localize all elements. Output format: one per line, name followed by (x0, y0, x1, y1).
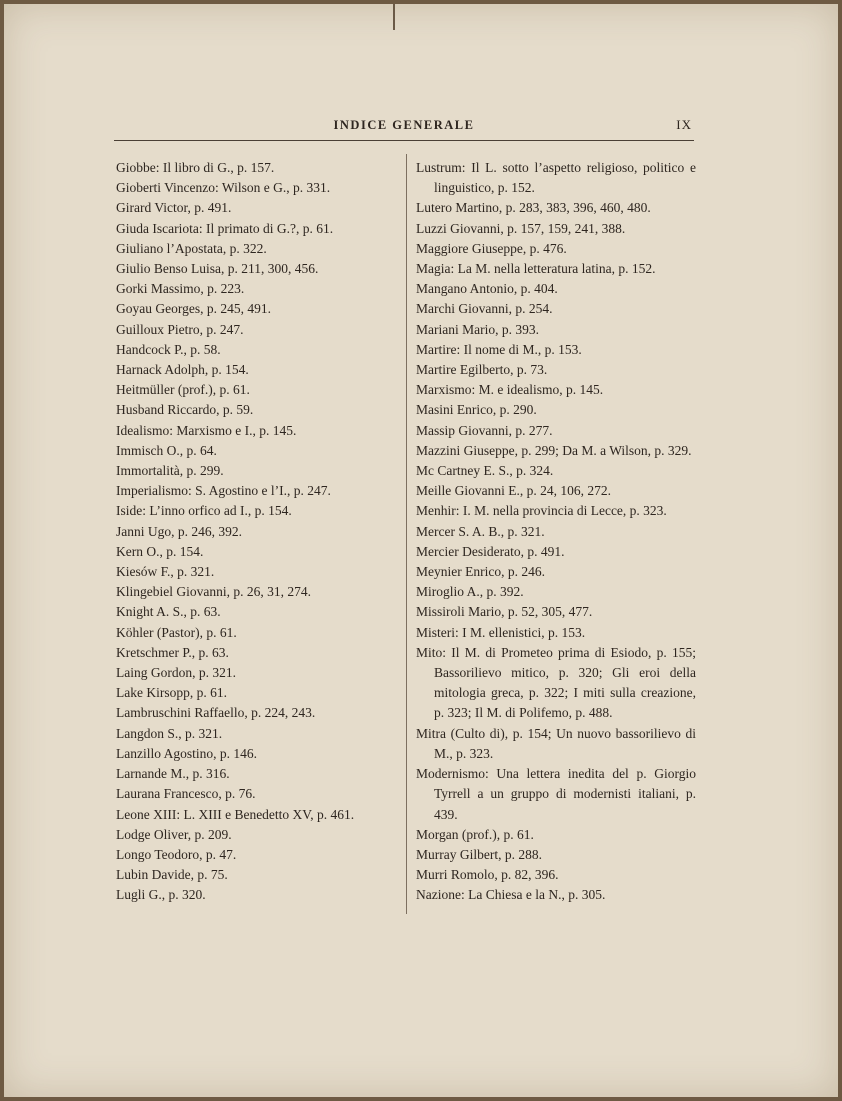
index-entry: Murri Romolo, p. 82, 396. (416, 867, 559, 883)
index-column-left (116, 158, 398, 906)
index-entry: Missiroli Mario, p. 52, 305, 477. (416, 604, 593, 620)
index-entry: Goyau Georges, p. 245, 491. (116, 301, 271, 317)
index-entry: Laurana Francesco, p. 76. (116, 786, 256, 802)
index-entry: Mariani Mario, p. 393. (416, 321, 539, 337)
index-entry: Mercer S. A. B., p. 321. (416, 523, 545, 539)
index-entry: Immortalità, p. 299. (116, 463, 224, 479)
index-column-right (416, 158, 696, 906)
index-entry: Knight A. S., p. 63. (116, 604, 221, 620)
index-entry: Mitra (Culto di), p. 154; Un nuovo bassorilievo di M., p. 323. (416, 725, 696, 761)
index-entry: Harnack Adolph, p. 154. (116, 362, 249, 378)
index-entry: Morgan (prof.), p. 61. (416, 826, 534, 842)
index-entry: Martire: Il nome di M., p. 153. (416, 341, 582, 357)
page-number: IX (676, 117, 692, 132)
index-entry: Laing Gordon, p. 321. (116, 665, 236, 681)
index-entry: Mazzini Giuseppe, p. 299; Da M. a Wilson, p. 329. (416, 442, 692, 458)
index-entry: Longo Teodoro, p. 47. (116, 846, 237, 862)
index-entry: Lake Kirsopp, p. 61. (116, 685, 227, 701)
index-entry: Handcock P., p. 58. (116, 341, 221, 357)
index-entry: Idealismo: Marxismo e I., p. 145. (116, 422, 297, 438)
index-entry: Mito: Il M. di Prometeo prima di Esiodo, p. 155; Bassorilievo mitico, p. 320; Gli eroi della mitologia greca, p. 322; I miti sulla creazione, p. 323; Il M. di Polifemo, p. 488. (416, 644, 696, 721)
book-page (4, 4, 838, 1097)
index-entry: Gorki Massimo, p. 223. (116, 281, 245, 297)
index-entry: Meille Giovanni E., p. 24, 106, 272. (416, 483, 611, 499)
index-entry: Imperialismo: S. Agostino e l’I., p. 247. (116, 483, 331, 499)
page-header (114, 116, 694, 141)
index-entry: Marxismo: M. e idealismo, p. 145. (416, 382, 604, 398)
index-entry: Maggiore Giuseppe, p. 476. (416, 240, 567, 256)
page-fold-mark (393, 4, 395, 30)
index-entry: Lodge Oliver, p. 209. (116, 826, 232, 842)
index-entry: Leone XIII: L. XIII e Benedetto XV, p. 461. (116, 806, 355, 822)
index-entry: Giuda Iscariota: Il primato di G.?, p. 61. (116, 220, 334, 236)
index-entry: Giulio Benso Luisa, p. 211, 300, 456. (116, 261, 319, 277)
index-entry: Massip Giovanni, p. 277. (416, 422, 553, 438)
index-entry: Köhler (Pastor), p. 61. (116, 624, 237, 640)
index-entry: Menhir: I. M. nella provincia di Lecce, p. 323. (416, 503, 667, 519)
index-entry: Larnande M., p. 316. (116, 766, 230, 782)
index-entry: Magia: La M. nella letteratura latina, p. 152. (416, 261, 656, 277)
index-entry: Mercier Desiderato, p. 491. (416, 543, 565, 559)
index-entry: Immisch O., p. 64. (116, 442, 217, 458)
index-entry: Luzzi Giovanni, p. 157, 159, 241, 388. (416, 220, 626, 236)
index-entry: Kiesów F., p. 321. (116, 564, 215, 580)
running-title: INDICE GENERALE (333, 118, 475, 132)
index-entry: Janni Ugo, p. 246, 392. (116, 523, 242, 539)
index-entry: Giuliano l’Apostata, p. 322. (116, 240, 267, 256)
index-entry: Murray Gilbert, p. 288. (416, 846, 542, 862)
index-entry: Marchi Giovanni, p. 254. (416, 301, 553, 317)
index-entry: Lubin Davide, p. 75. (116, 867, 228, 883)
index-entry: Lanzillo Agostino, p. 146. (116, 745, 257, 761)
index-entry: Gioberti Vincenzo: Wilson e G., p. 331. (116, 180, 331, 196)
index-entry: Misteri: I M. ellenistici, p. 153. (416, 624, 586, 640)
index-entry: Kern O., p. 154. (116, 543, 204, 559)
index-entry: Heitmüller (prof.), p. 61. (116, 382, 250, 398)
index-entry: Girard Victor, p. 491. (116, 200, 232, 216)
index-entry: Langdon S., p. 321. (116, 725, 223, 741)
index-entry: Miroglio A., p. 392. (416, 584, 524, 600)
column-divider (406, 154, 407, 914)
index-entry: Iside: L’inno orfico ad I., p. 154. (116, 503, 292, 519)
index-entry: Masini Enrico, p. 290. (416, 402, 537, 418)
index-entry: Modernismo: Una lettera inedita del p. Giorgio Tyrrell a un gruppo di modernisti italiani, p. 439. (416, 766, 696, 822)
index-entry: Martire Egilberto, p. 73. (416, 362, 548, 378)
index-entry: Mc Cartney E. S., p. 324. (416, 463, 554, 479)
index-entry: Mangano Antonio, p. 404. (416, 281, 558, 297)
index-entry: Lutero Martino, p. 283, 383, 396, 460, 480. (416, 200, 651, 216)
index-entry: Lambruschini Raffaello, p. 224, 243. (116, 705, 316, 721)
index-entry: Nazione: La Chiesa e la N., p. 305. (416, 887, 606, 903)
index-entry: Klingebiel Giovanni, p. 26, 31, 274. (116, 584, 311, 600)
index-entry: Lustrum: Il L. sotto l’aspetto religioso, politico e linguistico, p. 152. (416, 160, 696, 196)
index-entry: Giobbe: Il libro di G., p. 157. (116, 160, 275, 175)
index-entry: Meynier Enrico, p. 246. (416, 564, 545, 580)
index-entry: Kretschmer P., p. 63. (116, 644, 229, 660)
index-entry: Lugli G., p. 320. (116, 887, 206, 903)
index-entry: Husband Riccardo, p. 59. (116, 402, 254, 418)
index-entry: Guilloux Pietro, p. 247. (116, 321, 244, 337)
